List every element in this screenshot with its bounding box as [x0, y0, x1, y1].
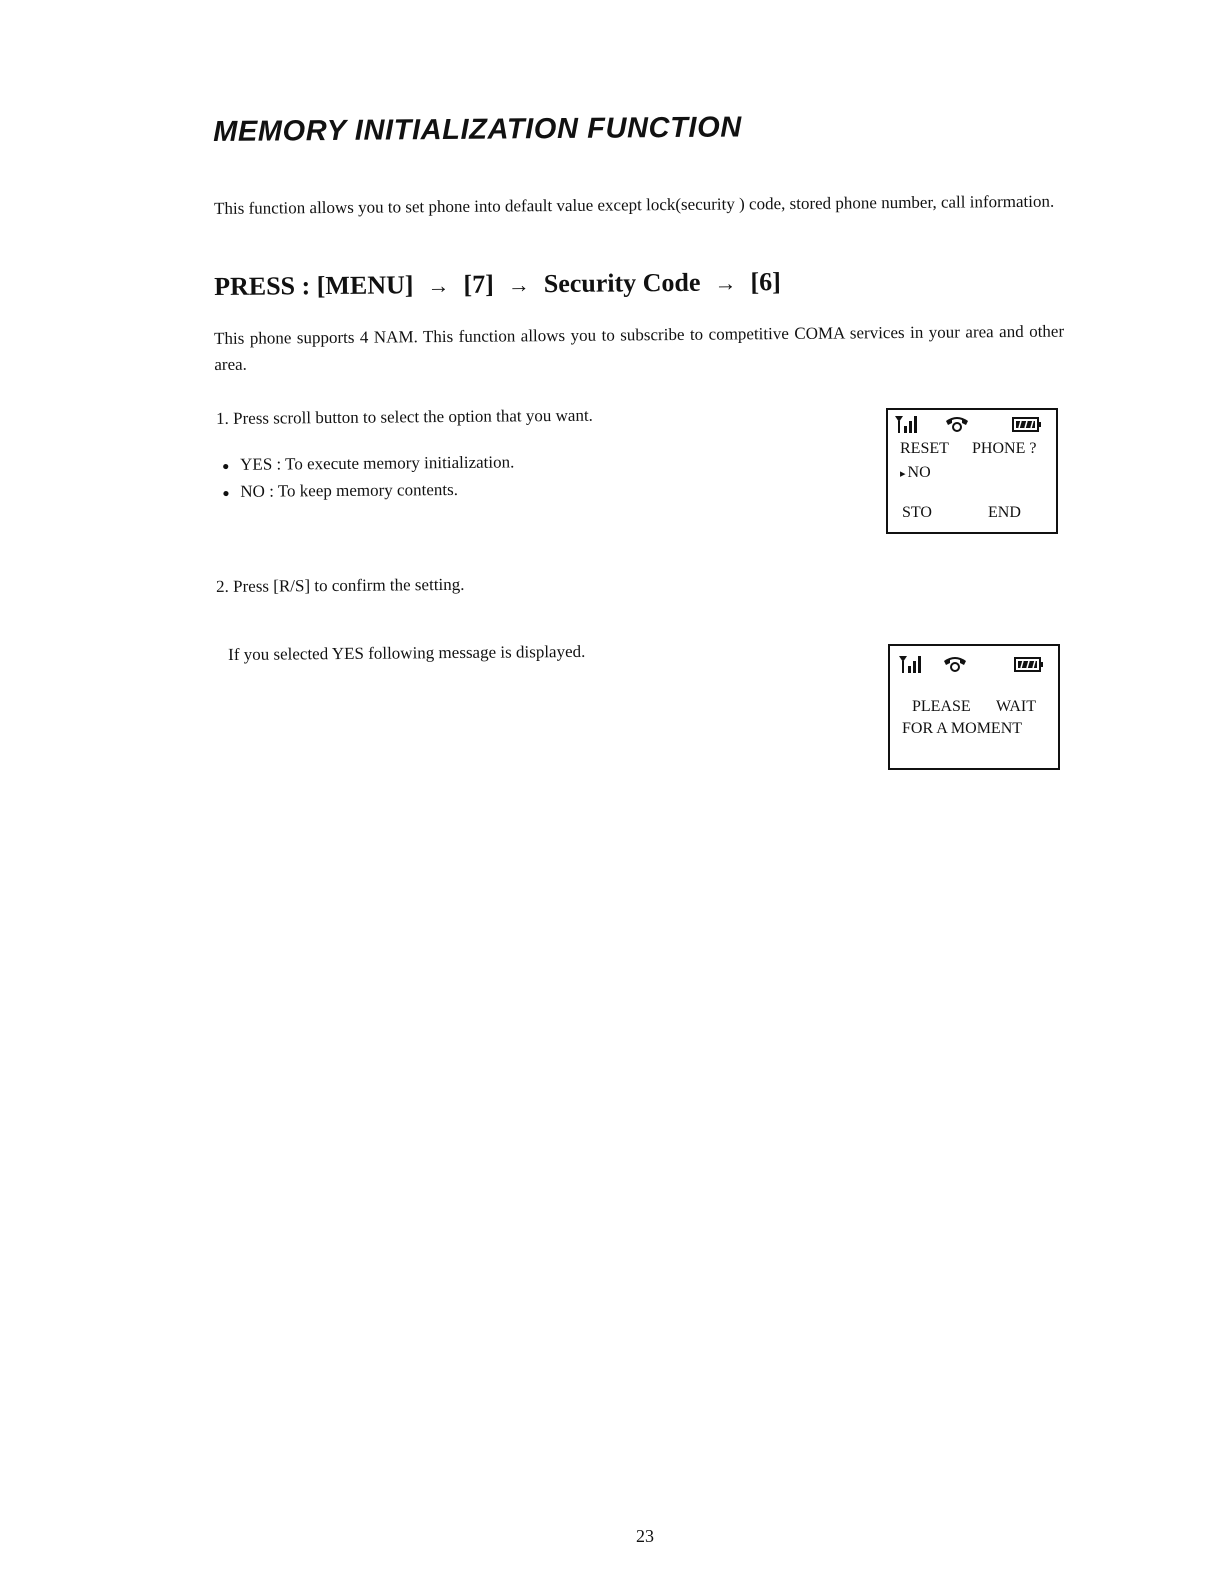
list-item [222, 476, 514, 506]
yes-note-text: If you selected YES following message is displayed. [228, 641, 586, 664]
lcd-status-bar [898, 654, 1054, 676]
key-sequence [214, 267, 781, 302]
option-list [222, 449, 515, 506]
page-title: MEMORY INITIALIZATION FUNCTION [213, 111, 742, 148]
page-number: 23 [636, 1526, 654, 1546]
signal-strength-icon [894, 414, 918, 439]
press-step-key-6: [6] [750, 267, 781, 297]
pointer-icon: ▸ [900, 468, 906, 480]
lcd-reset-phone-display [886, 408, 1058, 534]
intro-paragraph: This function allows you to set phone into default value except lock(security ) code, stored phone number, call information. [214, 191, 1055, 218]
list-item [222, 449, 514, 479]
lcd-line1-right: PHONE ? [972, 440, 1037, 457]
option-yes-text: YES : To execute memory initialization. [240, 452, 515, 474]
press-step-key-7: [7] [463, 269, 494, 299]
lcd-line1-left: RESET [900, 440, 949, 457]
signal-strength-icon [898, 654, 922, 679]
option-no-text: NO : To keep memory contents. [240, 479, 458, 501]
lcd-line1-right: WAIT [996, 698, 1036, 715]
lcd-please-wait-display [888, 644, 1060, 770]
lcd-line2: FOR A MOMENT [902, 720, 1023, 737]
right-arrow-icon: → [714, 270, 737, 296]
step-1-text: 1. Press scroll button to select the option that you want. [216, 405, 593, 428]
step-2-text: 2. Press [R/S] to confirm the setting. [216, 574, 465, 596]
battery-icon [1014, 654, 1044, 679]
handset-icon [944, 415, 970, 438]
lcd-selected-option: NO [907, 464, 931, 481]
battery-icon [1012, 414, 1042, 439]
right-arrow-icon: → [507, 272, 530, 298]
nam-paragraph: This phone supports 4 NAM. This function allows you to subscribe to competitive COMA services in your area and other area. [214, 321, 1065, 374]
softkey-end: END [988, 504, 1021, 521]
softkey-sto: STO [902, 504, 932, 521]
bullet-icon: ● [222, 458, 230, 473]
right-arrow-icon: → [427, 272, 450, 299]
bullet-icon: ● [222, 485, 230, 500]
press-menu-label: PRESS : [MENU] [214, 270, 414, 301]
lcd-selection-line [900, 464, 931, 482]
lcd-line1-left: PLEASE [912, 698, 971, 715]
lcd-status-bar [894, 414, 1050, 436]
press-step-security-code: Security Code [543, 267, 701, 299]
handset-icon [942, 655, 968, 678]
